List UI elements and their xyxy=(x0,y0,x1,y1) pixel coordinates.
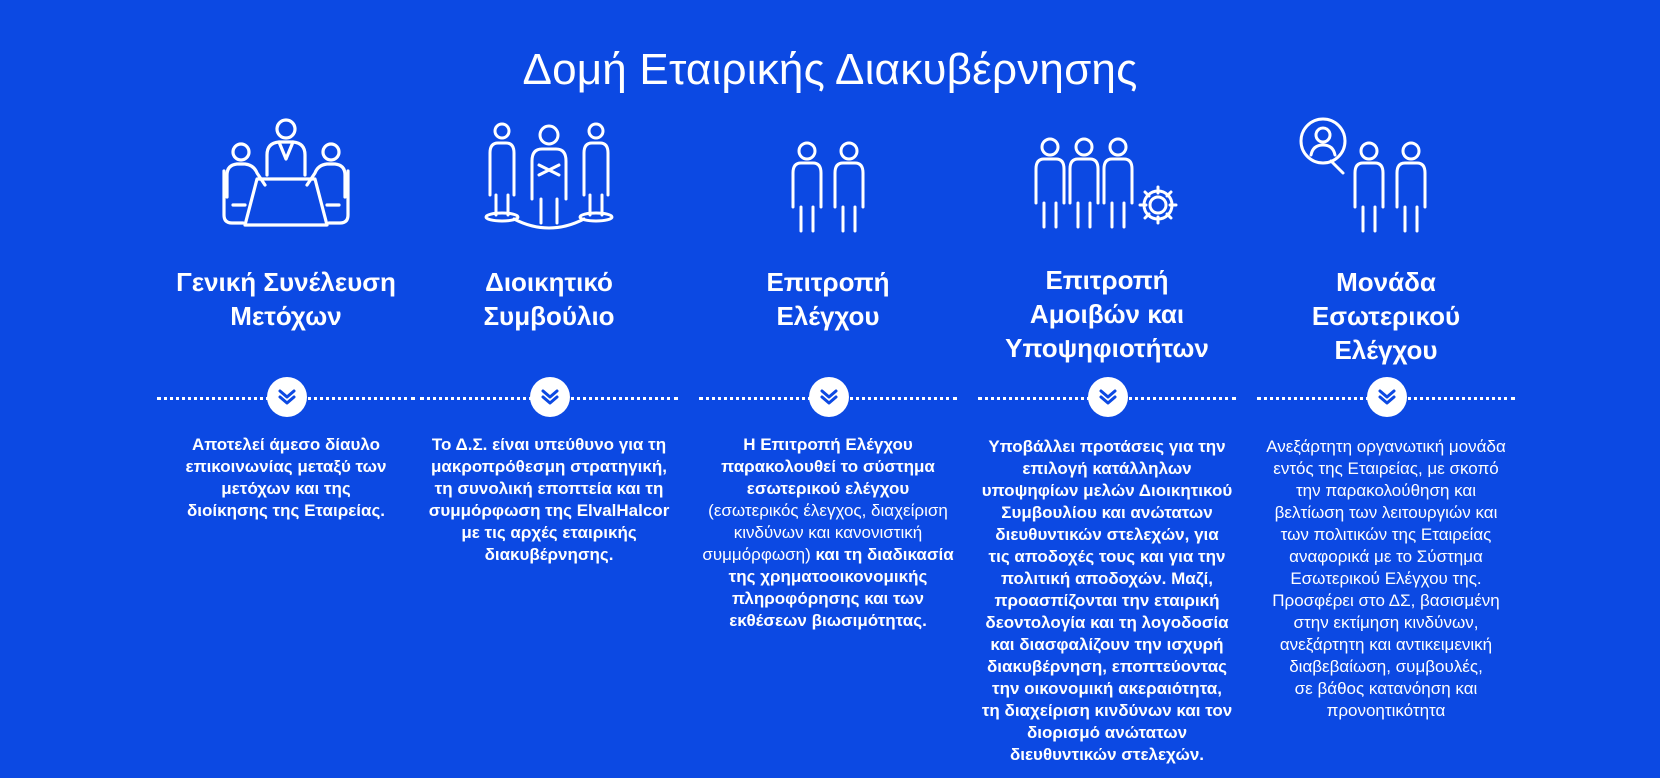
column-description: Ανεξάρτητη οργανωτική μονάδα εντός της Εταιρείας, με σκοπό την παρακολούθηση και βελτίωση των λειτουργιών και των πολιτικών της Εταιρείας αναφορικά με το Σύστημα Εσωτερικού Ελέγχου της. Προσφέρει στο ΔΣ, βασισμένη στην εκτίμηση κινδύνων, ανεξάρτητη και αντικειμενική διαβεβαίωση, συμβουλές, σε βάθος κατανόηση και προνοητικότητα xyxy=(1266,437,1506,720)
expand-button[interactable] xyxy=(809,377,849,417)
column-description xyxy=(683,434,973,632)
auditor-people-icon xyxy=(1247,115,1525,240)
connector xyxy=(147,377,425,417)
column-heading: Μονάδα Εσωτερικού Ελέγχου xyxy=(1311,267,1461,365)
connector xyxy=(410,377,688,417)
column-heading: Επιτροπή Αμοιβών και Υποψηφιοτήτων xyxy=(1005,265,1209,363)
chevron-double-down-icon xyxy=(538,385,562,409)
column-general-assembly xyxy=(147,0,425,778)
description-part: (εσωτερικός έλεγχος, διαχείριση κινδύνων και κανονιστική συμμόρφωση) xyxy=(702,501,948,564)
chevron-double-down-icon xyxy=(1096,385,1120,409)
column-remuneration-committee xyxy=(968,0,1246,778)
column-heading: Γενική Συνέλευση Μετόχων xyxy=(176,267,396,331)
column-internal-audit-unit xyxy=(1247,0,1525,778)
column-description: Αποτελεί άμεσο δίαυλο επικοινωνίας μεταξύ των μετόχων και της διοίκησης της Εταιρείας. xyxy=(185,435,387,520)
column-description: Υποβάλλει προτάσεις για την επιλογή κατάλληλων υποψηφίων μελών Διοικητικού Συμβουλίου και ανώτατων διευθυντικών στελεχών, για τις αποδοχές τους και για την πολιτική αποδοχών. Μαζί, προασπίζονται την εταιρική δεοντολογία και τη λογοδοσία και διασφαλίζουν την ισχυρή διακυβέρνηση, εποπτεύοντας την οικονομική ακεραιότητα, τη διαχείριση κινδύνων και τον διορισμό ανώτατων διευθυντικών στελεχών. xyxy=(981,437,1233,764)
expand-button[interactable] xyxy=(1367,377,1407,417)
chevron-double-down-icon xyxy=(1375,385,1399,409)
two-people-icon xyxy=(689,115,967,240)
board-members-icon xyxy=(410,115,688,240)
description-part: Η Επιτροπή Ελέγχου παρακολουθεί το σύστημα εσωτερικού ελέγχου xyxy=(721,435,935,498)
column-audit-committee xyxy=(689,0,967,778)
expand-button[interactable] xyxy=(267,377,307,417)
column-description: Το Δ.Σ. είναι υπεύθυνο για τη μακροπρόθεσμη στρατηγική, τη συνολική εποπτεία και τη συμμόρφωση της ElvalHalcor με τις αρχές εταιρικής διακυβέρνησης. xyxy=(428,435,670,564)
meeting-table-icon xyxy=(147,115,425,240)
people-gear-icon xyxy=(968,115,1246,240)
connector xyxy=(1247,377,1525,417)
page-title: Δομή Εταιρικής Διακυβέρνησης xyxy=(522,45,1138,94)
column-board-of-directors xyxy=(410,0,688,778)
expand-button[interactable] xyxy=(1088,377,1128,417)
chevron-double-down-icon xyxy=(275,385,299,409)
description-part: και τη διαδικασία της χρηματοοικονομικής πληροφόρησης και των εκθέσεων βιωσιμότητας. xyxy=(728,545,954,630)
connector xyxy=(968,377,1246,417)
column-heading: Επιτροπή Ελέγχου xyxy=(766,267,890,331)
connector xyxy=(689,377,967,417)
column-heading: Διοικητικό Συμβούλιο xyxy=(483,267,615,331)
expand-button[interactable] xyxy=(530,377,570,417)
chevron-double-down-icon xyxy=(817,385,841,409)
